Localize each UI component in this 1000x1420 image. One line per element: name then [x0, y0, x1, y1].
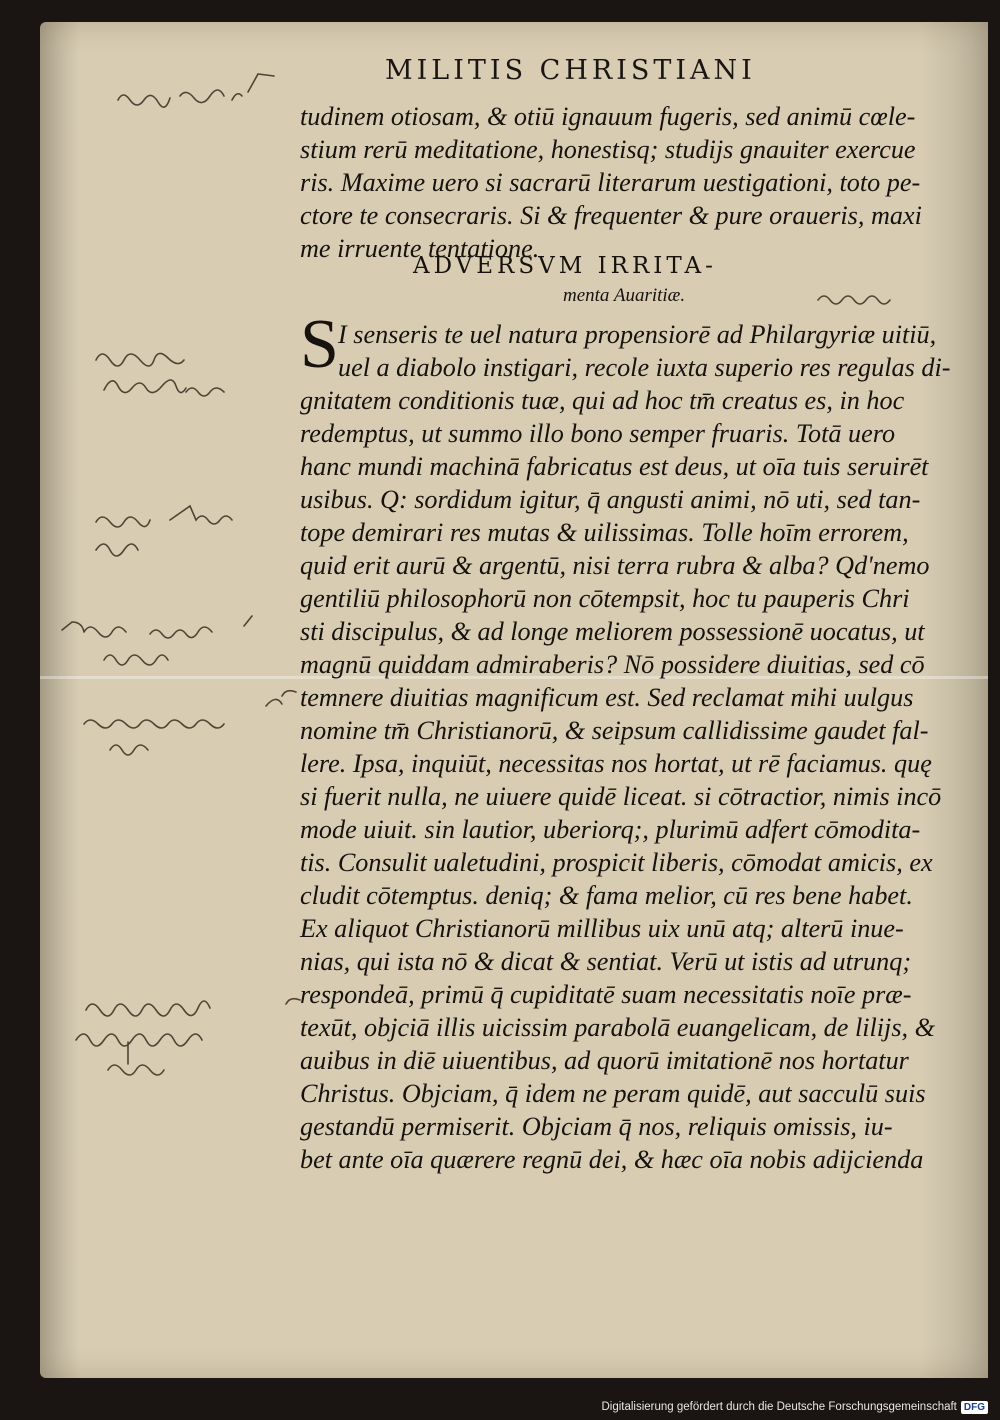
section-subheading: menta Auaritiæ.	[563, 285, 686, 306]
text-line: temnere diuitias magnificum est. Sed reclamat mihi uulgus	[300, 683, 914, 712]
text-line: nomine tm̄ Christianorū, & seipsum callidissime gaudet fal-	[300, 716, 929, 745]
text-line: me irruente tentatione.	[300, 234, 540, 263]
text-block-main	[300, 318, 960, 1176]
text-line: usibus. Q: sordidum igitur, q̄ angusti animi, nō uti, sed tan-	[300, 485, 921, 514]
digitization-credit	[601, 1398, 988, 1416]
text-line: gentiliū philosophorū non cōtempsit, hoc tu pauperis Chri	[300, 584, 910, 613]
text-line: respondeā, primū q̄ cupiditatē suam necessitatis noīe præ-	[300, 980, 912, 1009]
dfg-logo[interactable]: DFG	[961, 1401, 988, 1414]
text-line: si fuerit nulla, ne uiuere quidē liceat. si cōtractior, nimis incō	[300, 782, 942, 811]
text-line: tope demirari res mutas & uilissimas. Tolle hoīm errorem,	[300, 518, 909, 547]
text-line: uel a diabolo instigari, recole iuxta superio res regulas di-	[338, 353, 951, 382]
text-line: gestandū permiserit. Objciam q̄ nos, reliquis omissis, iu-	[300, 1112, 893, 1141]
text-line: nias, qui ista nō & dicat & sentiat. Verū ut istis ad utrunq;	[300, 947, 912, 976]
text-line: mode uiuit. sin lautior, uberiorq;, plurimū adfert cōmodita-	[300, 815, 921, 844]
text-block-top	[300, 100, 960, 265]
drop-initial: S	[300, 306, 339, 383]
text-line: bet ante oīa quærere regnū dei, & hæc oīa nobis adijcienda	[300, 1145, 924, 1174]
text-line: hanc mundi machinā fabricatus est deus, ut oīa tuis seruirēt	[300, 452, 929, 481]
text-line: auibus in diē uiuentibus, ad quorū imitationē nos hortatur	[300, 1046, 909, 1075]
text-line: gnitatem conditionis tuæ, qui ad hoc tm̄ creatus es, in hoc	[300, 386, 905, 415]
text-line: texūt, objciā illis uicissim parabolā euangelicam, de lilijs, &	[300, 1013, 935, 1042]
text-line: lere. Ipsa, inquiūt, necessitas nos hortat, ut rē faciamus. quę	[300, 749, 932, 778]
text-line: cludit cōtemptus. deniq; & fama melior, cū res bene habet.	[300, 881, 913, 910]
text-line: tudinem otiosam, & otiū ignauum fugeris, sed animū cœle-	[300, 102, 916, 131]
text-line: ris. Maxime uero si sacrarū literarum uestigationi, toto pe-	[300, 168, 921, 197]
text-line: I senseris te uel natura propensiorē ad Philargyriæ uitiū,	[338, 320, 937, 349]
text-line: ctore te consecraris. Si & frequenter & pure oraueris, maxi	[300, 201, 922, 230]
credit-text: Digitalisierung gefördert durch die Deutsche Forschungsgemeinschaft	[601, 1401, 957, 1413]
running-title: MILITIS CHRISTIANI	[385, 55, 756, 86]
text-line: sti discipulus, & ad longe meliorem possessionē uocatus, ut	[300, 617, 925, 646]
text-line: magnū quiddam admiraberis? Nō possidere diuitias, sed cō	[300, 650, 925, 679]
text-line: tis. Consulit ualetudini, prospicit liberis, cōmodat amicis, ex	[300, 848, 933, 877]
text-line: quid erit aurū & argentū, nisi terra rubra & alba? Qd'nemo	[300, 551, 930, 580]
text-line: Christus. Objciam, q̄ idem ne peram quidē, aut sacculū suis	[300, 1079, 926, 1108]
text-line: Ex aliquot Christianorū millibus uix unū atq; alterū inue-	[300, 914, 904, 943]
text-line: stium rerū meditatione, honestisq; studijs gnauiter exercue	[300, 135, 916, 164]
text-line: redemptus, ut summo illo bono semper fruaris. Totā uero	[300, 419, 896, 448]
section-heading: ADVERSVM IRRITA-	[413, 253, 717, 279]
